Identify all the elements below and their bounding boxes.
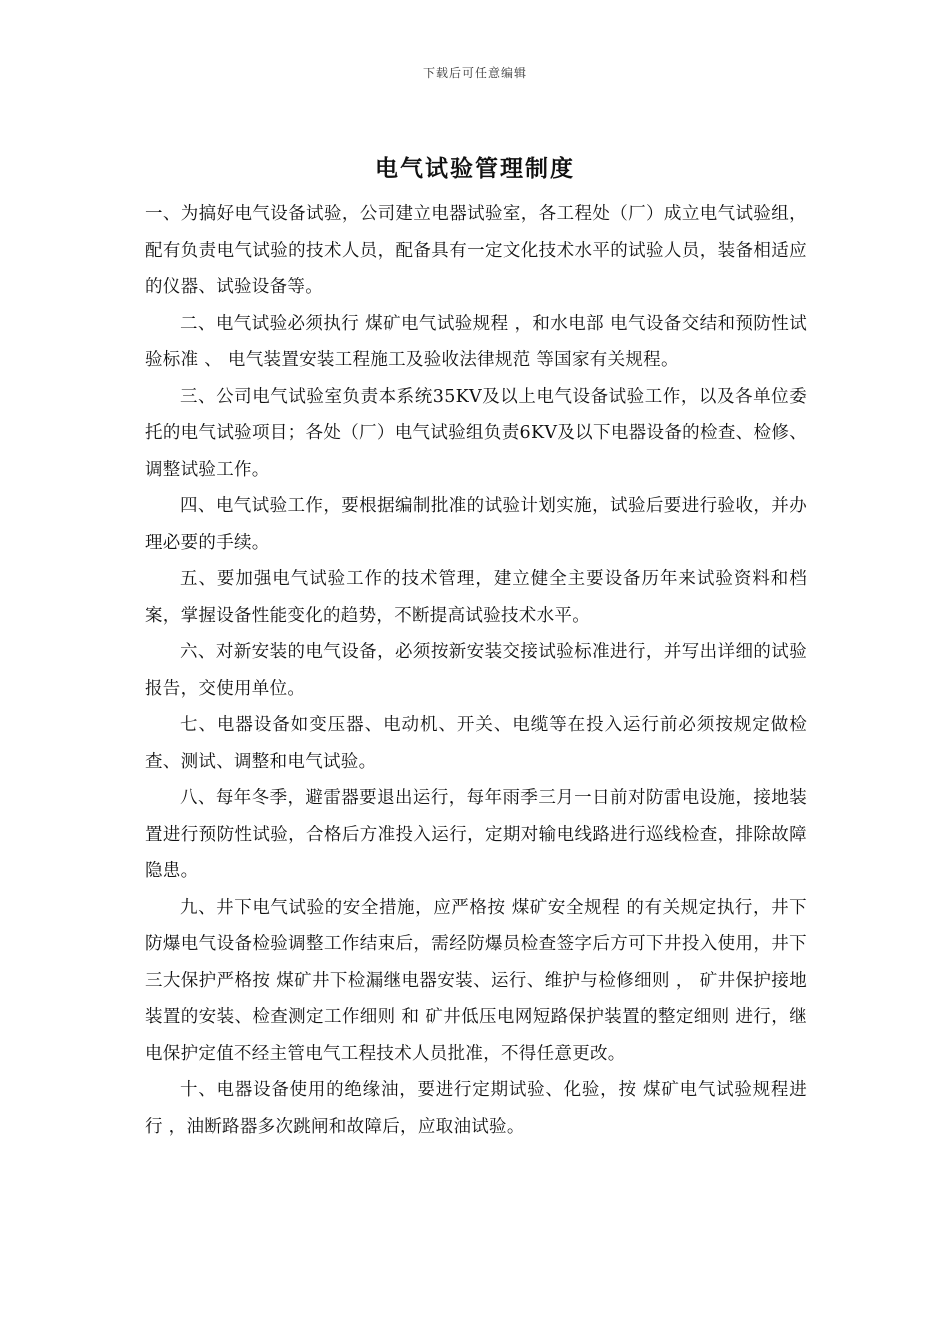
document-body	[145, 196, 807, 1145]
paragraph-1: 一、为搞好电气设备试验，公司建立电器试验室，各工程处（厂）成立电气试验组，配有负责电气试验的技术人员，配备具有一定文化技术水平的试验人员，装备相适应的仪器、试验设备等。	[145, 204, 807, 297]
paragraph-10: 十、电器设备使用的绝缘油，要进行定期试验、化验，按 煤矿电气试验规程进行 ，油断路器多次跳闸和故障后，应取油试验。	[145, 1080, 807, 1137]
document-title: 电气试验管理制度	[375, 155, 575, 182]
paragraph-2: 二、电气试验必须执行 煤矿电气试验规程 ，和水电部 电气设备交结和预防性试验标准 、 电气装置安装工程施工及验收法律规范 等国家有关规程。	[145, 313, 807, 370]
header-note: 下载后可任意编辑	[422, 66, 527, 80]
paragraph-5: 五、要加强电气试验工作的技术管理，建立健全主要设备历年来试验资料和档案，掌握设备性能变化的趋势，不断提高试验技术水平。	[145, 569, 807, 626]
paragraph-4: 四、电气试验工作，要根据编制批准的试验计划实施，试验后要进行验收，并办理必要的手续。	[145, 496, 807, 553]
paragraph-7: 七、电器设备如变压器、电动机、开关、电缆等在投入运行前必须按规定做检查、测试、调整和电气试验。	[145, 715, 807, 772]
paragraph-6: 六、对新安装的电气设备，必须按新安装交接试验标准进行，并写出详细的试验报告，交使用单位。	[145, 642, 807, 699]
paragraph-9: 九、井下电气试验的安全措施，应严格按 煤矿安全规程 的有关规定执行，井下防爆电气设备检验调整工作结束后，需经防爆员检查签字后方可下井投入使用，井下三大保护严格按 煤矿井下检漏继电器安装、运行、维护与检修细则 ， 矿井保护接地装置的安装、检查测定工作细则 和 矿井低压电网短路保护装置的整定细则 进行，继电保护定值不经主管电气工程技术人员批准，不得任意更改。	[145, 897, 807, 1064]
paragraph-3: 三、公司电气试验室负责本系统35KV及以上电气设备试验工作，以及各单位委托的电气试验项目；各处（厂）电气试验组负责6KV及以下电器设备的检查、检修、调整试验工作。	[145, 386, 807, 480]
paragraph-8: 八、每年冬季，避雷器要退出运行，每年雨季三月一日前对防雷电设施，接地装置进行预防性试验，合格后方准投入运行，定期对输电线路进行巡线检查，排除故障隐患。	[145, 788, 807, 881]
